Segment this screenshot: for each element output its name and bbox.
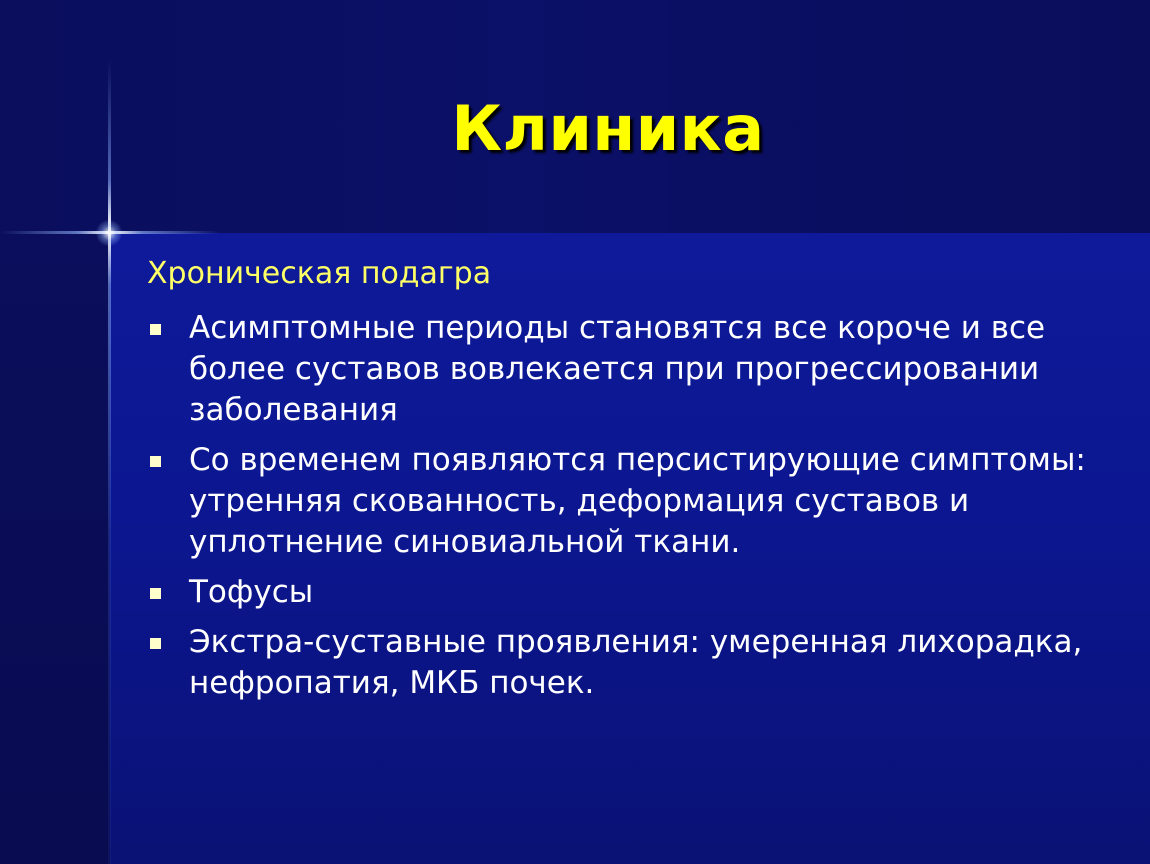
slide-title: Клиника (451, 92, 765, 165)
sparkle-vertical-ray (108, 60, 111, 864)
square-bullet-icon (150, 638, 161, 649)
square-bullet-icon (150, 456, 161, 467)
slide-subtitle: Хроническая подагра (147, 256, 492, 291)
bullet-text: Со временем появляются персистирующие симптомы: утренняя скованность, деформация суставов и уплотнение синовиальной ткани. (189, 442, 1086, 560)
bullet-list (147, 308, 1097, 713)
bullet-item (147, 572, 1097, 613)
left-strip (0, 233, 110, 864)
bullet-text: Тофусы (189, 574, 314, 610)
square-bullet-icon (150, 324, 161, 335)
sparkle-star-icon (96, 220, 122, 246)
square-bullet-icon (150, 588, 161, 599)
bullet-text: Экстра-суставные проявления: умеренная лихорадка, нефропатия, МКБ почек. (189, 624, 1083, 701)
bullet-item (147, 440, 1097, 563)
bullet-text: Асимптомные периоды становятся все короче и все более суставов вовлекается при прогрессировании заболевания (189, 310, 1046, 428)
bullet-item (147, 308, 1097, 431)
bullet-item (147, 622, 1097, 704)
